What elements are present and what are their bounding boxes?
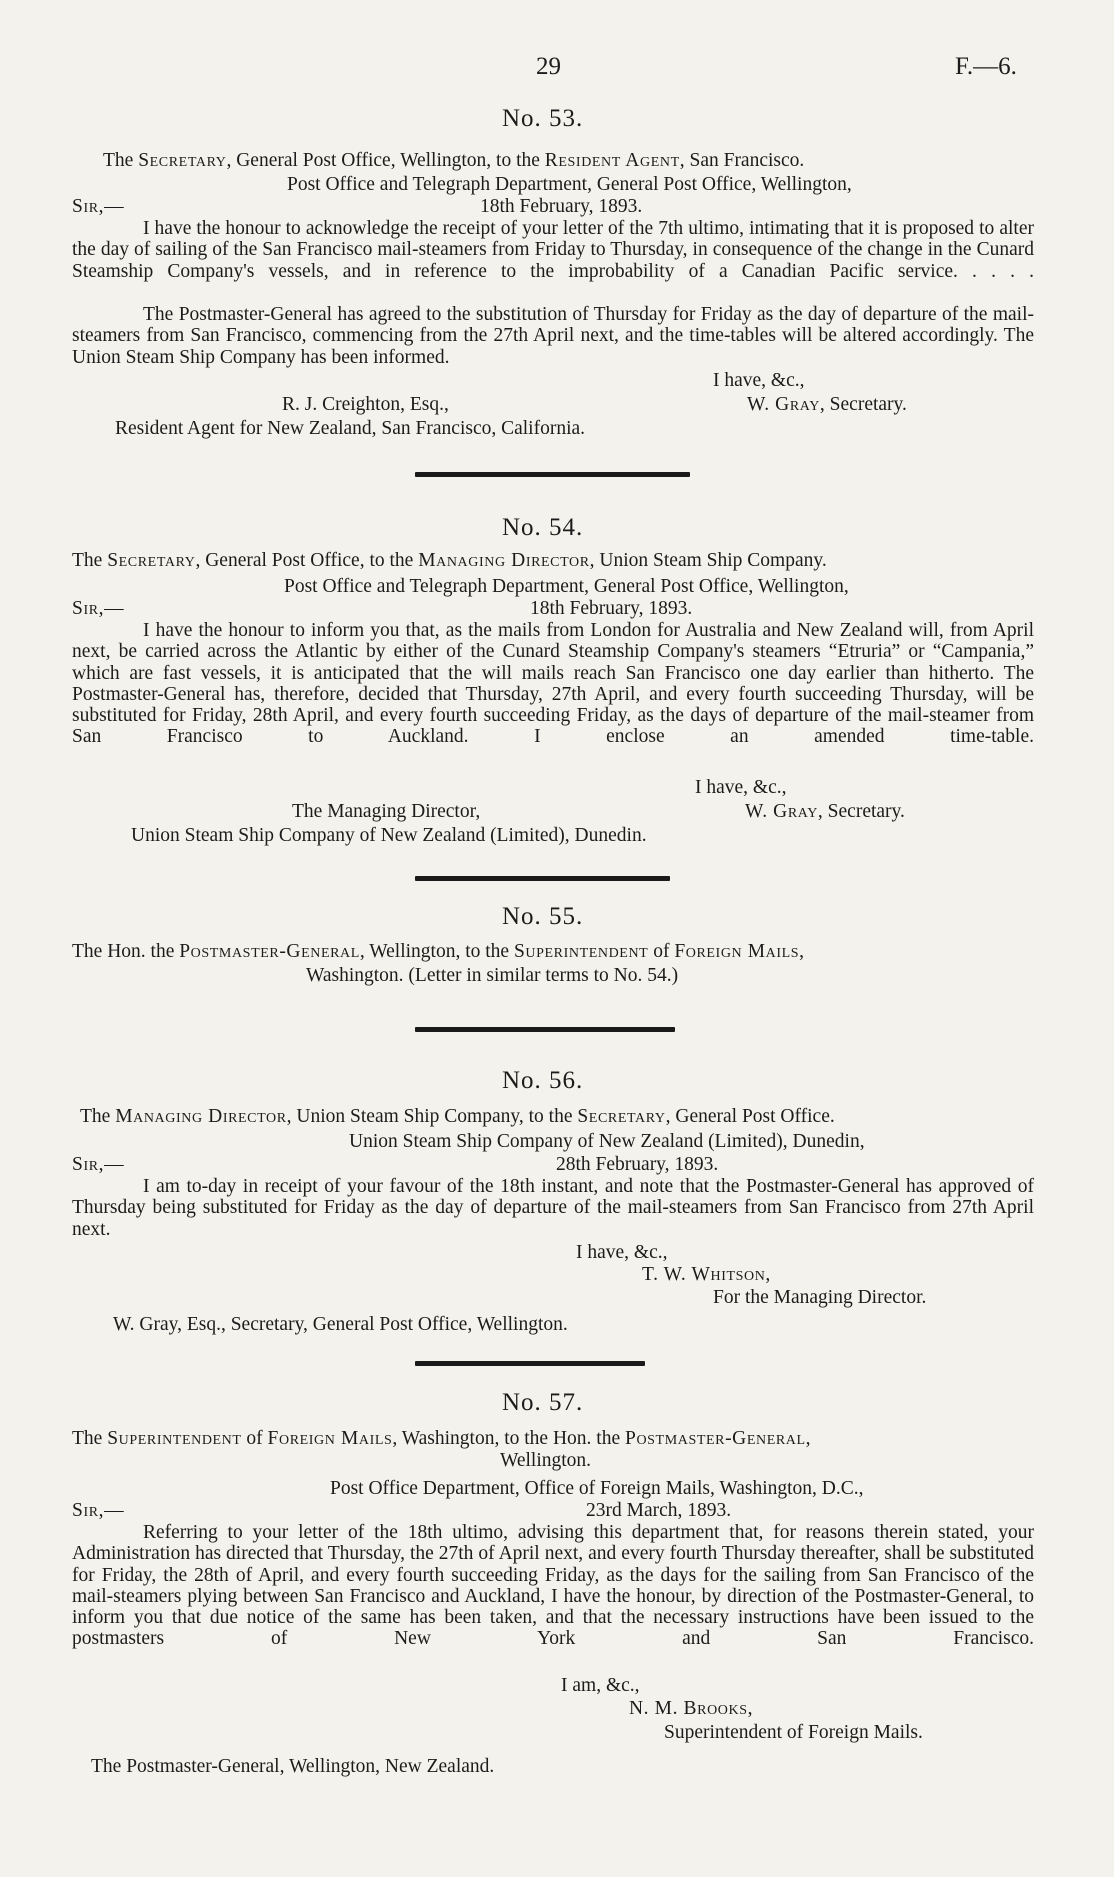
letter-57-heading-line-2: Wellington. [500, 1450, 592, 1471]
page-number: 29 [536, 53, 561, 80]
letter-53-heading: The Secretary, General Post Office, Wellington, to the Resident Agent, San Francisco. [103, 150, 805, 171]
letter-57-signature: N. M. Brooks, [629, 1698, 753, 1719]
letter-57-paragraph-1: Referring to your letter of the 18th ultimo, advising this department that, for reasons therein stated, your Administration has directed that Thursday, the 27th of April next, and every fourth Thursday thereafter, shall be substituted for Friday, the 28th of April, and every fourth succeeding Friday, as the days for the sailing from San Francisco of the mail-steamers plying between San Francisco and Auckland, I have the honour, by direction of the Postmaster-General, to inform you that due notice of the same has been taken, and that the necessary instructions have been issued to the postmasters of New York and San Francisco. [72, 1522, 1034, 1650]
letter-55-number: No. 55. [502, 903, 584, 930]
letter-53-paragraph-1: I have the honour to acknowledge the receipt of your letter of the 7th ultimo, intimating that it is proposed to alter the day of sailing of the San Francisco mail-steamers from Friday to Thursday, in consequence of the change in the Cunard Steamship Company's vessels, and in reference to the improbability of a Canadian Pacific service. . . . . [72, 218, 1034, 282]
letter-54-date: 18th February, 1893. [530, 598, 693, 619]
letter-54-heading: The Secretary, General Post Office, to the Managing Director, Union Steam Ship Company. [72, 550, 827, 571]
letter-54-closing: I have, &c., [695, 777, 787, 798]
letter-53-addressee-1: R. J. Creighton, Esq., [282, 394, 449, 415]
letter-54-paragraph-1: I have the honour to inform you that, as the mails from London for Australia and New Zealand will, from April next, be carried across the Atlantic by either of the Cunard Steamship Company's steamers “Etruria” or “Campania,” which are fast vessels, it is anticipated that the will mails reach San Francisco one day earlier than hitherto. The Postmaster-General has, therefore, decided that Thursday, 27th April, and every fourth succeeding Thursday, will be substituted for Friday, 28th April, and every fourth succeeding Friday, as the days of departure of the mail-steamer from San Francisco to Auckland. I enclose an amended time-table. [72, 620, 1034, 748]
letter-53-signature: W. Gray, Secretary. [747, 394, 907, 415]
letter-53-address: Post Office and Telegraph Department, General Post Office, Wellington, [287, 174, 852, 195]
letter-57-signer-role: Superintendent of Foreign Mails. [664, 1722, 923, 1743]
letter-55-heading: The Hon. the Postmaster-General, Wellington, to the Superintendent of Foreign Mails, [72, 941, 805, 962]
letter-56-salutation: Sir,— [72, 1154, 125, 1175]
letter-57-address: Post Office Department, Office of Foreign Mails, Washington, D.C., [330, 1478, 864, 1499]
letter-54-salutation: Sir,— [72, 598, 125, 619]
letter-57-salutation: Sir,— [72, 1500, 125, 1521]
section-divider [415, 472, 690, 477]
letter-54-signature: W. Gray, Secretary. [745, 801, 905, 822]
letter-54-number: No. 54. [502, 514, 584, 541]
letter-57-heading: The Superintendent of Foreign Mails, Washington, to the Hon. the Postmaster-General, [72, 1428, 811, 1449]
letter-53-salutation: Sir,— [72, 196, 125, 217]
letter-56-date: 28th February, 1893. [556, 1154, 719, 1175]
letter-53-number: No. 53. [502, 105, 584, 132]
letter-56-address: Union Steam Ship Company of New Zealand (Limited), Dunedin, [349, 1131, 865, 1152]
letter-56-paragraph-1: I am to-day in receipt of your favour of the 18th instant, and note that the Postmaster-General has approved of Thursday being substituted for Friday as the day of departure of the mail-steamers from San Francisco from 27th April next. [72, 1176, 1034, 1240]
letter-56-number: No. 56. [502, 1067, 584, 1094]
letter-57-date: 23rd March, 1893. [586, 1500, 732, 1521]
letter-56-heading: The Managing Director, Union Steam Ship Company, to the Secretary, General Post Office. [80, 1106, 835, 1127]
letter-57-number: No. 57. [502, 1389, 584, 1416]
letter-54-addressee-1: The Managing Director, [292, 801, 481, 822]
letter-53-closing: I have, &c., [713, 370, 805, 391]
letter-53-date: 18th February, 1893. [480, 196, 643, 217]
document-reference: F.—6. [955, 53, 1017, 80]
letter-57-closing: I am, &c., [561, 1675, 640, 1696]
letter-56-signer-role: For the Managing Director. [713, 1287, 927, 1308]
letter-54-addressee-2: Union Steam Ship Company of New Zealand (Limited), Dunedin. [131, 825, 647, 846]
letter-56-addressee: W. Gray, Esq., Secretary, General Post Office, Wellington. [113, 1314, 568, 1335]
letter-57-addressee: The Postmaster-General, Wellington, New Zealand. [91, 1756, 495, 1777]
letter-55-heading-line-2: Washington. (Letter in similar terms to No. 54.) [306, 965, 679, 986]
letter-54-address: Post Office and Telegraph Department, General Post Office, Wellington, [284, 576, 849, 597]
section-divider [415, 1027, 675, 1032]
section-divider [415, 1361, 645, 1366]
letter-56-signature: T. W. Whitson, [642, 1264, 771, 1285]
section-divider [415, 876, 670, 881]
letter-56-closing: I have, &c., [576, 1242, 668, 1263]
letter-53-addressee-2: Resident Agent for New Zealand, San Francisco, California. [115, 418, 586, 439]
letter-53-paragraph-2: The Postmaster-General has agreed to the substitution of Thursday for Friday as the day of departure of the mail-steamers from San Francisco, commencing from the 27th April next, and the time-tables will be altered accordingly. The Union Steam Ship Company has been informed. [72, 304, 1034, 368]
